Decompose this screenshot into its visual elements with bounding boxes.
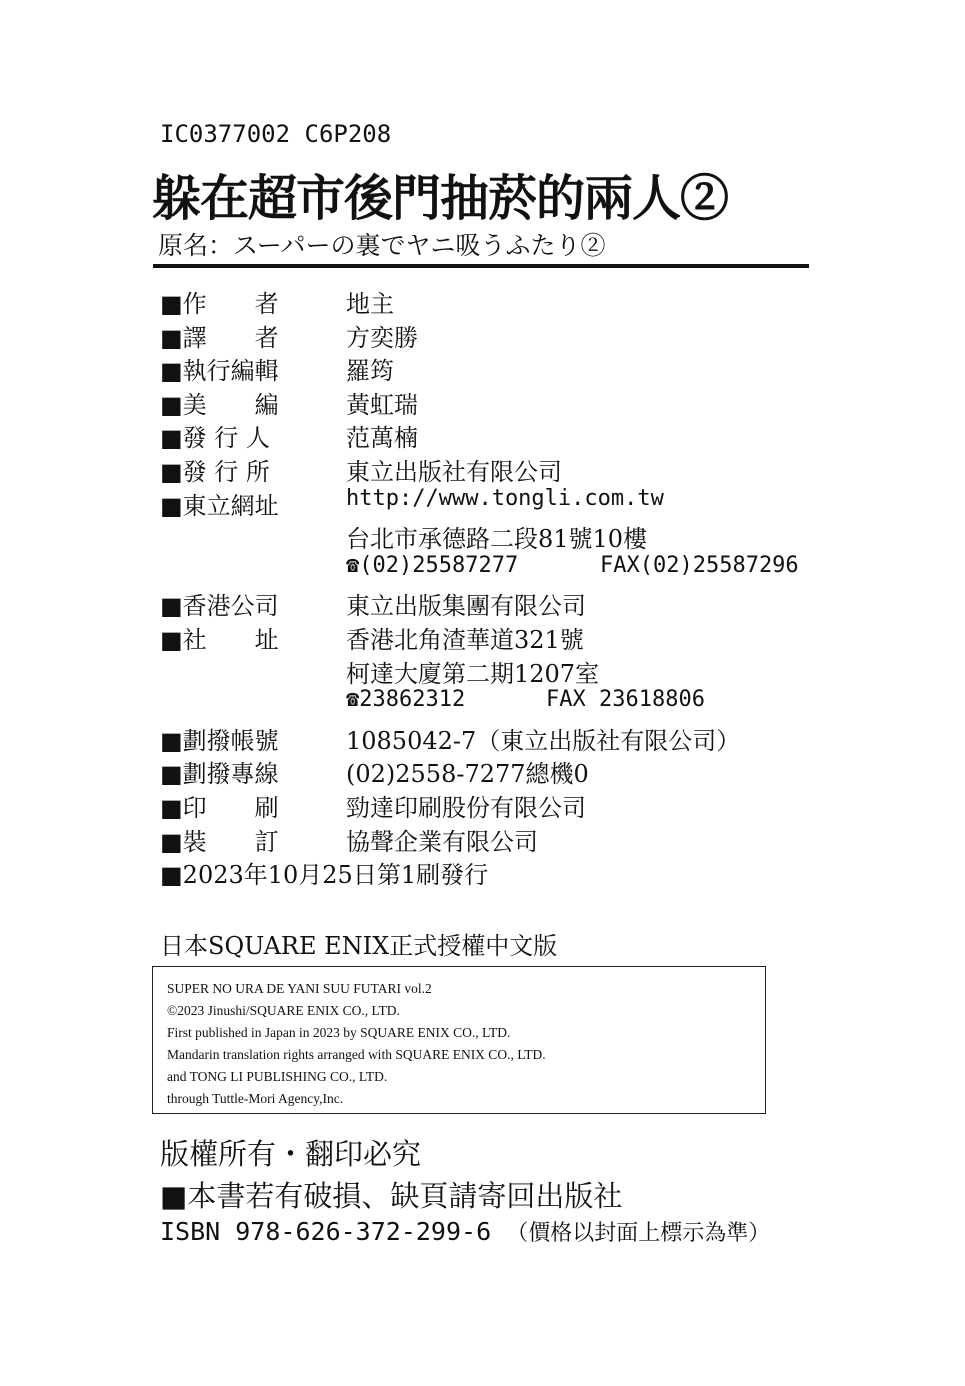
- copyright-box: [152, 966, 766, 1114]
- credit-value: 東立出版集團有限公司: [346, 592, 586, 621]
- credit-value: 勁達印刷股份有限公司: [346, 793, 586, 822]
- product-code: IC0377002 C6P208: [160, 120, 392, 148]
- website-link[interactable]: http://www.tongli.com.tw: [346, 485, 664, 511]
- price-note: （價格以封面上標示為準）: [506, 1221, 771, 1246]
- divider: [153, 264, 809, 268]
- phone-tw: [346, 552, 799, 578]
- address-row: [160, 519, 820, 553]
- credit-label: ■發 行 所: [160, 457, 270, 486]
- credit-value: 1085042-7（東立出版社有限公司）: [346, 726, 741, 755]
- credit-row: [160, 452, 820, 486]
- rights-statement: 版權所有・翻印必究: [160, 1137, 422, 1171]
- credit-value: 香港北角渣華道321號: [346, 625, 584, 654]
- credit-row: [160, 620, 820, 654]
- fax-hk: FAX 23618806: [546, 687, 705, 713]
- isbn-line: [160, 1216, 770, 1247]
- credit-value: 方奕勝: [346, 323, 418, 352]
- credit-row: [160, 754, 820, 788]
- credit-value: 黃虹瑞: [346, 390, 418, 419]
- credit-value: 范萬楠: [346, 424, 418, 453]
- credit-label: ■執行編輯: [160, 357, 279, 386]
- credit-label: ■香港公司: [160, 592, 279, 621]
- phone-tw-text: ☎(02)25587277: [346, 552, 519, 578]
- credit-label: ■劃撥專線: [160, 760, 279, 789]
- phone-hk-text: ☎23862312: [346, 687, 466, 713]
- credit-value: 地主: [346, 290, 394, 318]
- credit-label: ■劃撥帳號: [160, 726, 279, 755]
- address-hk: 柯達大廈第二期1207室: [346, 659, 600, 688]
- credit-row: [160, 284, 820, 318]
- credit-value: (02)2558-7277總機0: [346, 760, 589, 789]
- copyright-line: through Tuttle-Mori Agency,Inc.: [167, 1091, 344, 1106]
- credit-row: [160, 351, 820, 385]
- credit-value: 東立出版社有限公司: [346, 457, 562, 486]
- publish-row: [160, 855, 820, 889]
- phone-row: [160, 553, 820, 587]
- address-tw: 台北市承德路二段81號10樓: [346, 525, 648, 554]
- credit-row: [160, 418, 820, 452]
- copyright-line: SUPER NO URA DE YANI SUU FUTARI vol.2: [167, 981, 432, 996]
- credit-label: ■作 者: [160, 290, 279, 318]
- credit-row: [160, 721, 820, 755]
- isbn-number: ISBN 978-626-372-299-6: [160, 1217, 492, 1246]
- damage-notice: ■本書若有破損、缺頁請寄回出版社: [160, 1179, 623, 1213]
- copyright-line: First published in Japan in 2023 by SQUARE ENIX CO., LTD.: [167, 1025, 511, 1040]
- credit-row: [160, 486, 820, 520]
- copyright-line: ©2023 Jinushi/SQUARE ENIX CO., LTD.: [167, 1003, 400, 1018]
- address-row: [160, 654, 820, 688]
- credit-value: 羅筠: [346, 357, 394, 386]
- credit-label: ■社 址: [160, 625, 279, 654]
- publish-date: ■2023年10月25日第1刷發行: [160, 861, 489, 890]
- book-title: 躲在超市後門抽菸的兩人②: [152, 169, 729, 227]
- credit-label: ■印 刷: [160, 793, 279, 822]
- credit-label: ■發 行 人: [160, 424, 270, 453]
- fax-tw: FAX(02)25587296: [600, 552, 799, 578]
- credit-label: ■東立網址: [160, 491, 279, 520]
- credit-label: ■裝 訂: [160, 827, 279, 856]
- credit-row: [160, 788, 820, 822]
- phone-row: [160, 687, 820, 721]
- credit-value: 協聲企業有限公司: [346, 827, 538, 856]
- copyright-line: and TONG LI PUBLISHING CO., LTD.: [167, 1069, 388, 1084]
- credit-row: [160, 822, 820, 856]
- credit-row: [160, 586, 820, 620]
- copyright-line: Mandarin translation rights arranged with SQUARE ENIX CO., LTD.: [167, 1047, 546, 1062]
- credit-label: ■美 編: [160, 390, 279, 419]
- credits-list: [160, 284, 820, 889]
- credit-row: [160, 385, 820, 419]
- credit-label: ■譯 者: [160, 323, 279, 352]
- authorization-line: 日本SQUARE ENIX正式授權中文版: [160, 932, 558, 960]
- credit-row: [160, 318, 820, 352]
- phone-hk: [346, 687, 705, 713]
- original-title: 原名：スーパーの裏でヤニ吸うふたり②: [158, 231, 606, 260]
